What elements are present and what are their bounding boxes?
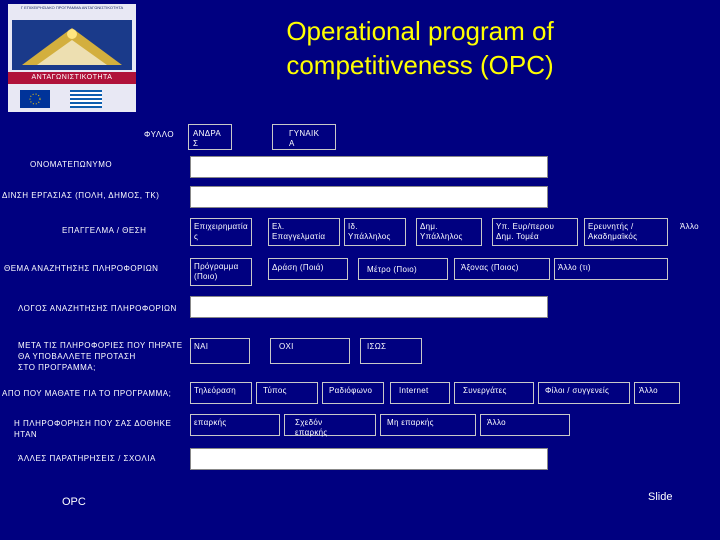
topic-option-5-label: Άλλο (τι) bbox=[558, 263, 591, 272]
info-option-3[interactable] bbox=[380, 414, 476, 436]
comments-label: ΆΛΛΕΣ ΠΑΡΑΤΗΡΗΣΕΙΣ / ΣΧΟΛΙΑ bbox=[18, 454, 156, 463]
footer-slide: Slide bbox=[648, 491, 673, 503]
profession-option-2[interactable] bbox=[268, 218, 340, 246]
profession-label: ΕΠΑΓΓΕΛΜΑ / ΘΕΣΗ bbox=[62, 226, 147, 235]
proposal-maybe[interactable] bbox=[360, 338, 422, 364]
topic-option-2-label: Δράση (Ποιά) bbox=[272, 263, 324, 272]
program-logo bbox=[8, 4, 136, 112]
proposal-yes[interactable] bbox=[190, 338, 250, 364]
profession-option-5-label: Υπ. Ευρ/περου Δημ. Τομέα bbox=[496, 222, 555, 241]
topic-label: ΘΕΜΑ ΑΝΑΖΗΤΗΣΗΣ ΠΛΗΡΟΦΟΡΙΩΝ bbox=[4, 264, 159, 273]
topic-option-3-label: Μέτρο (Ποιο) bbox=[367, 265, 417, 274]
source-option-6-label: Φίλοι / συγγενείς bbox=[545, 386, 610, 395]
profession-option-3-label: Ιδ. Υπάλληλος bbox=[348, 222, 391, 241]
source-option-7[interactable] bbox=[634, 382, 680, 404]
logo-band: ΑΝΤΑΓΩΝΙΣΤΙΚΟΤΗΤΑ bbox=[8, 72, 136, 84]
source-option-2[interactable] bbox=[256, 382, 318, 404]
fullname-field[interactable] bbox=[190, 156, 548, 178]
source-option-5-label: Συνεργάτες bbox=[463, 386, 507, 395]
topic-option-5[interactable] bbox=[554, 258, 668, 280]
source-option-7-label: Άλλο bbox=[639, 386, 658, 395]
reason-field[interactable] bbox=[190, 296, 548, 318]
reason-label: ΛΟΓΟΣ ΑΝΑΖΗΤΗΣΗΣ ΠΛΗΡΟΦΟΡΙΩΝ bbox=[18, 304, 177, 313]
info-option-4[interactable] bbox=[480, 414, 570, 436]
male-option[interactable] bbox=[188, 124, 232, 150]
male-option-label: ΑΝΔΡΑ Σ bbox=[193, 129, 222, 148]
proposal-no-label: ΟΧΙ bbox=[279, 342, 294, 351]
profession-option-other[interactable]: Άλλο bbox=[680, 222, 699, 231]
work-address-label: ΔΙΝΣΗ ΕΡΓΑΣΙΑΣ (ΠΟΛΗ, ΔΗΜΟΣ, ΤΚ) bbox=[2, 191, 160, 200]
topic-option-4-label: Άξονας (Ποιος) bbox=[461, 263, 519, 272]
profession-option-6[interactable] bbox=[584, 218, 668, 246]
work-address-field[interactable] bbox=[190, 186, 548, 208]
info-option-2-label: Σχεδόν επαρκής bbox=[295, 418, 328, 437]
proposal-maybe-label: ΙΣΩΣ bbox=[367, 342, 387, 351]
info-option-4-label: Άλλο bbox=[487, 418, 506, 427]
source-option-3-label: Ραδιόφωνο bbox=[329, 386, 373, 395]
profession-option-6-label: Ερευνητής / Ακαδημαϊκός bbox=[588, 222, 638, 241]
topic-option-3[interactable] bbox=[358, 258, 448, 280]
gender-label: ΦΥΛΛΟ bbox=[144, 130, 175, 139]
info-option-3-label: Μη επαρκής bbox=[387, 418, 434, 427]
info-quality-label: Η ΠΛΗΡΟΦΟΡΗΣΗ ΠΟΥ ΣΑΣ ΔΟΘΗΚΕ ΗΤΑΝ bbox=[14, 419, 172, 439]
source-option-6[interactable] bbox=[538, 382, 630, 404]
profession-option-3[interactable] bbox=[344, 218, 406, 246]
female-option[interactable] bbox=[272, 124, 336, 150]
fullname-label: ΟΝΟΜΑΤΕΠΩΝΥΜΟ bbox=[30, 160, 113, 169]
source-option-1-label: Τηλεόραση bbox=[194, 386, 237, 395]
logo-flags bbox=[8, 86, 136, 112]
info-option-1[interactable] bbox=[190, 414, 280, 436]
title-line-2: competitiveness (OPC) bbox=[286, 50, 554, 80]
profession-option-1-label: Επιχειρηματία ς bbox=[194, 222, 248, 241]
info-option-2[interactable] bbox=[284, 414, 376, 436]
logo-graphic bbox=[12, 20, 132, 70]
footer-opc: OPC bbox=[62, 496, 86, 508]
title-line-1: Operational program of bbox=[286, 16, 554, 46]
source-option-2-label: Τύπος bbox=[263, 386, 287, 395]
proposal-no[interactable] bbox=[270, 338, 350, 364]
proposal-label: ΜΕΤΑ ΤΙΣ ΠΛΗΡΟΦΟΡΙΕΣ ΠΟΥ ΠΗΡΑΤΕ ΘΑ ΥΠΟΒΑΛΛΕΤΕ ΠΡΟΤΑΣΗ ΣΤΟ ΠΡΟΓΡΑΜΜΑ; bbox=[18, 341, 183, 372]
source-option-4-label: Internet bbox=[399, 386, 429, 395]
logo-caption: Γ ΕΠΙΧΕΙΡΗΣΙΑΚΟ ΠΡΟΓΡΑΜΜΑ ΑΝΤΑΓΩΝΙΣΤΙΚΟΤΗΤΑ bbox=[20, 5, 124, 10]
page-title bbox=[230, 14, 610, 82]
profession-option-5[interactable] bbox=[492, 218, 578, 246]
eu-flag-icon bbox=[20, 90, 50, 108]
comments-field[interactable] bbox=[190, 448, 548, 470]
profession-option-1[interactable] bbox=[190, 218, 252, 246]
profession-option-2-label: Ελ. Επαγγελματία bbox=[272, 222, 326, 241]
profession-option-4-label: Δημ. Υπάλληλος bbox=[420, 222, 463, 241]
info-option-1-label: επαρκής bbox=[194, 418, 227, 427]
source-option-4[interactable] bbox=[390, 382, 450, 404]
topic-option-1-label: Πρόγραμμα (Ποιο) bbox=[194, 262, 239, 281]
source-option-1[interactable] bbox=[190, 382, 252, 404]
proposal-yes-label: ΝΑΙ bbox=[194, 342, 209, 351]
female-option-label: ΓΥΝΑΙΚ Α bbox=[289, 129, 320, 148]
greek-flag-icon bbox=[70, 90, 102, 108]
source-option-3[interactable] bbox=[322, 382, 384, 404]
profession-option-4[interactable] bbox=[416, 218, 482, 246]
source-label: ΑΠΟ ΠΟΥ ΜΑΘΑΤΕ ΓΙΑ ΤΟ ΠΡΟΓΡΑΜΜΑ; bbox=[2, 389, 172, 398]
topic-option-2[interactable] bbox=[268, 258, 348, 280]
topic-option-4[interactable] bbox=[454, 258, 550, 280]
source-option-5[interactable] bbox=[454, 382, 534, 404]
topic-option-1[interactable] bbox=[190, 258, 252, 286]
